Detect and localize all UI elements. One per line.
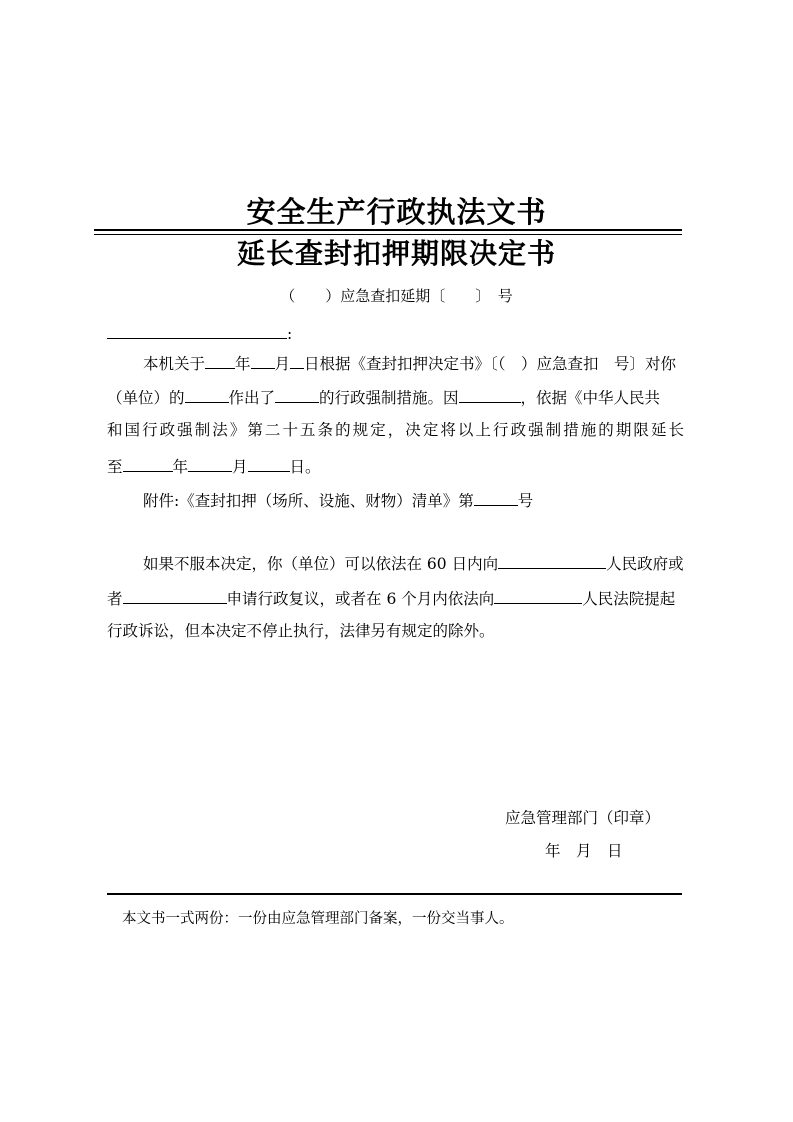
p1-text-k: 月 [232,458,248,476]
title-rule-thick [94,229,682,231]
p2-text-e: 人民法院提起 [582,590,676,608]
p1-text-b: 年 [235,355,251,373]
p1-text-i: 至 [107,458,123,476]
blank-month[interactable] [251,352,275,369]
p2-text-d: 申请行政复议，或者在 6 个月内依法向 [226,590,495,608]
blank-government[interactable] [498,552,606,569]
p1-text-j: 年 [172,458,189,476]
paragraph1-line3: 和国行政强制法》第二十五条的规定，决定将以上行政强制措施的期限延长 [107,421,684,439]
footer-note: 本文书一式两份：一份由应急管理部门备案，一份交当事人。 [122,911,514,927]
attachment-line [143,489,533,511]
blank-attachment-number[interactable] [474,489,518,506]
paragraph1-line4 [107,455,321,477]
p2-text-b: 人民政府或 [606,555,684,573]
p1-text-c: 月 [274,355,291,373]
blank-object[interactable] [185,386,229,403]
blank-measure[interactable] [275,386,319,403]
p1-text-d: 日根据《查封扣押决定书》〔（ ）应急查扣 号〕对你 [304,355,677,373]
blank-review-organ[interactable] [123,587,227,604]
paragraph2-line2 [107,587,675,609]
seal-department: 应急管理部门（印章） [505,809,661,827]
paragraph2-line3: 行政诉讼，但本决定不停止执行，法律另有规定的除外。 [107,622,495,640]
attachment-prefix: 附件:《查封扣押（场所、设施、财物）清单》第 [143,492,474,510]
recipient-blank[interactable] [107,322,287,339]
paragraph1-line1 [143,352,676,374]
p1-text-e: （单位）的 [107,389,185,407]
blank-extend-year[interactable] [123,455,173,472]
blank-extend-day[interactable] [248,455,290,472]
p2-text-c: 者 [107,590,123,608]
p1-text-f: 作出了 [228,389,276,407]
footer-rule [107,893,682,895]
p1-text-h: ，依据《中华人民共 [520,389,661,407]
p1-text-l: 日。 [289,458,321,476]
p1-text-g: 的行政强制措施。因 [319,389,459,407]
document-category-title: 安全生产行政执法文书 [246,195,547,229]
blank-year[interactable] [205,352,235,369]
blank-reason[interactable] [459,386,521,403]
paragraph1-line2 [107,386,660,408]
signature-date: 年 月 日 [545,842,623,860]
paragraph2-line1 [143,552,684,574]
blank-day[interactable] [290,352,304,369]
recipient-line [107,322,292,344]
document-title: 延长查封扣押期限决定书 [236,237,556,270]
recipient-colon: : [287,325,293,343]
blank-extend-month[interactable] [188,455,232,472]
p1-text-a: 本机关于 [143,355,206,373]
document-number: （ ）应急查扣延期〔 〕 号 [280,287,513,305]
attachment-suffix: 号 [517,492,534,510]
p2-text-a: 如果不服本决定，你（单位）可以依法在 60 日内向 [143,555,499,573]
blank-court[interactable] [494,587,582,604]
